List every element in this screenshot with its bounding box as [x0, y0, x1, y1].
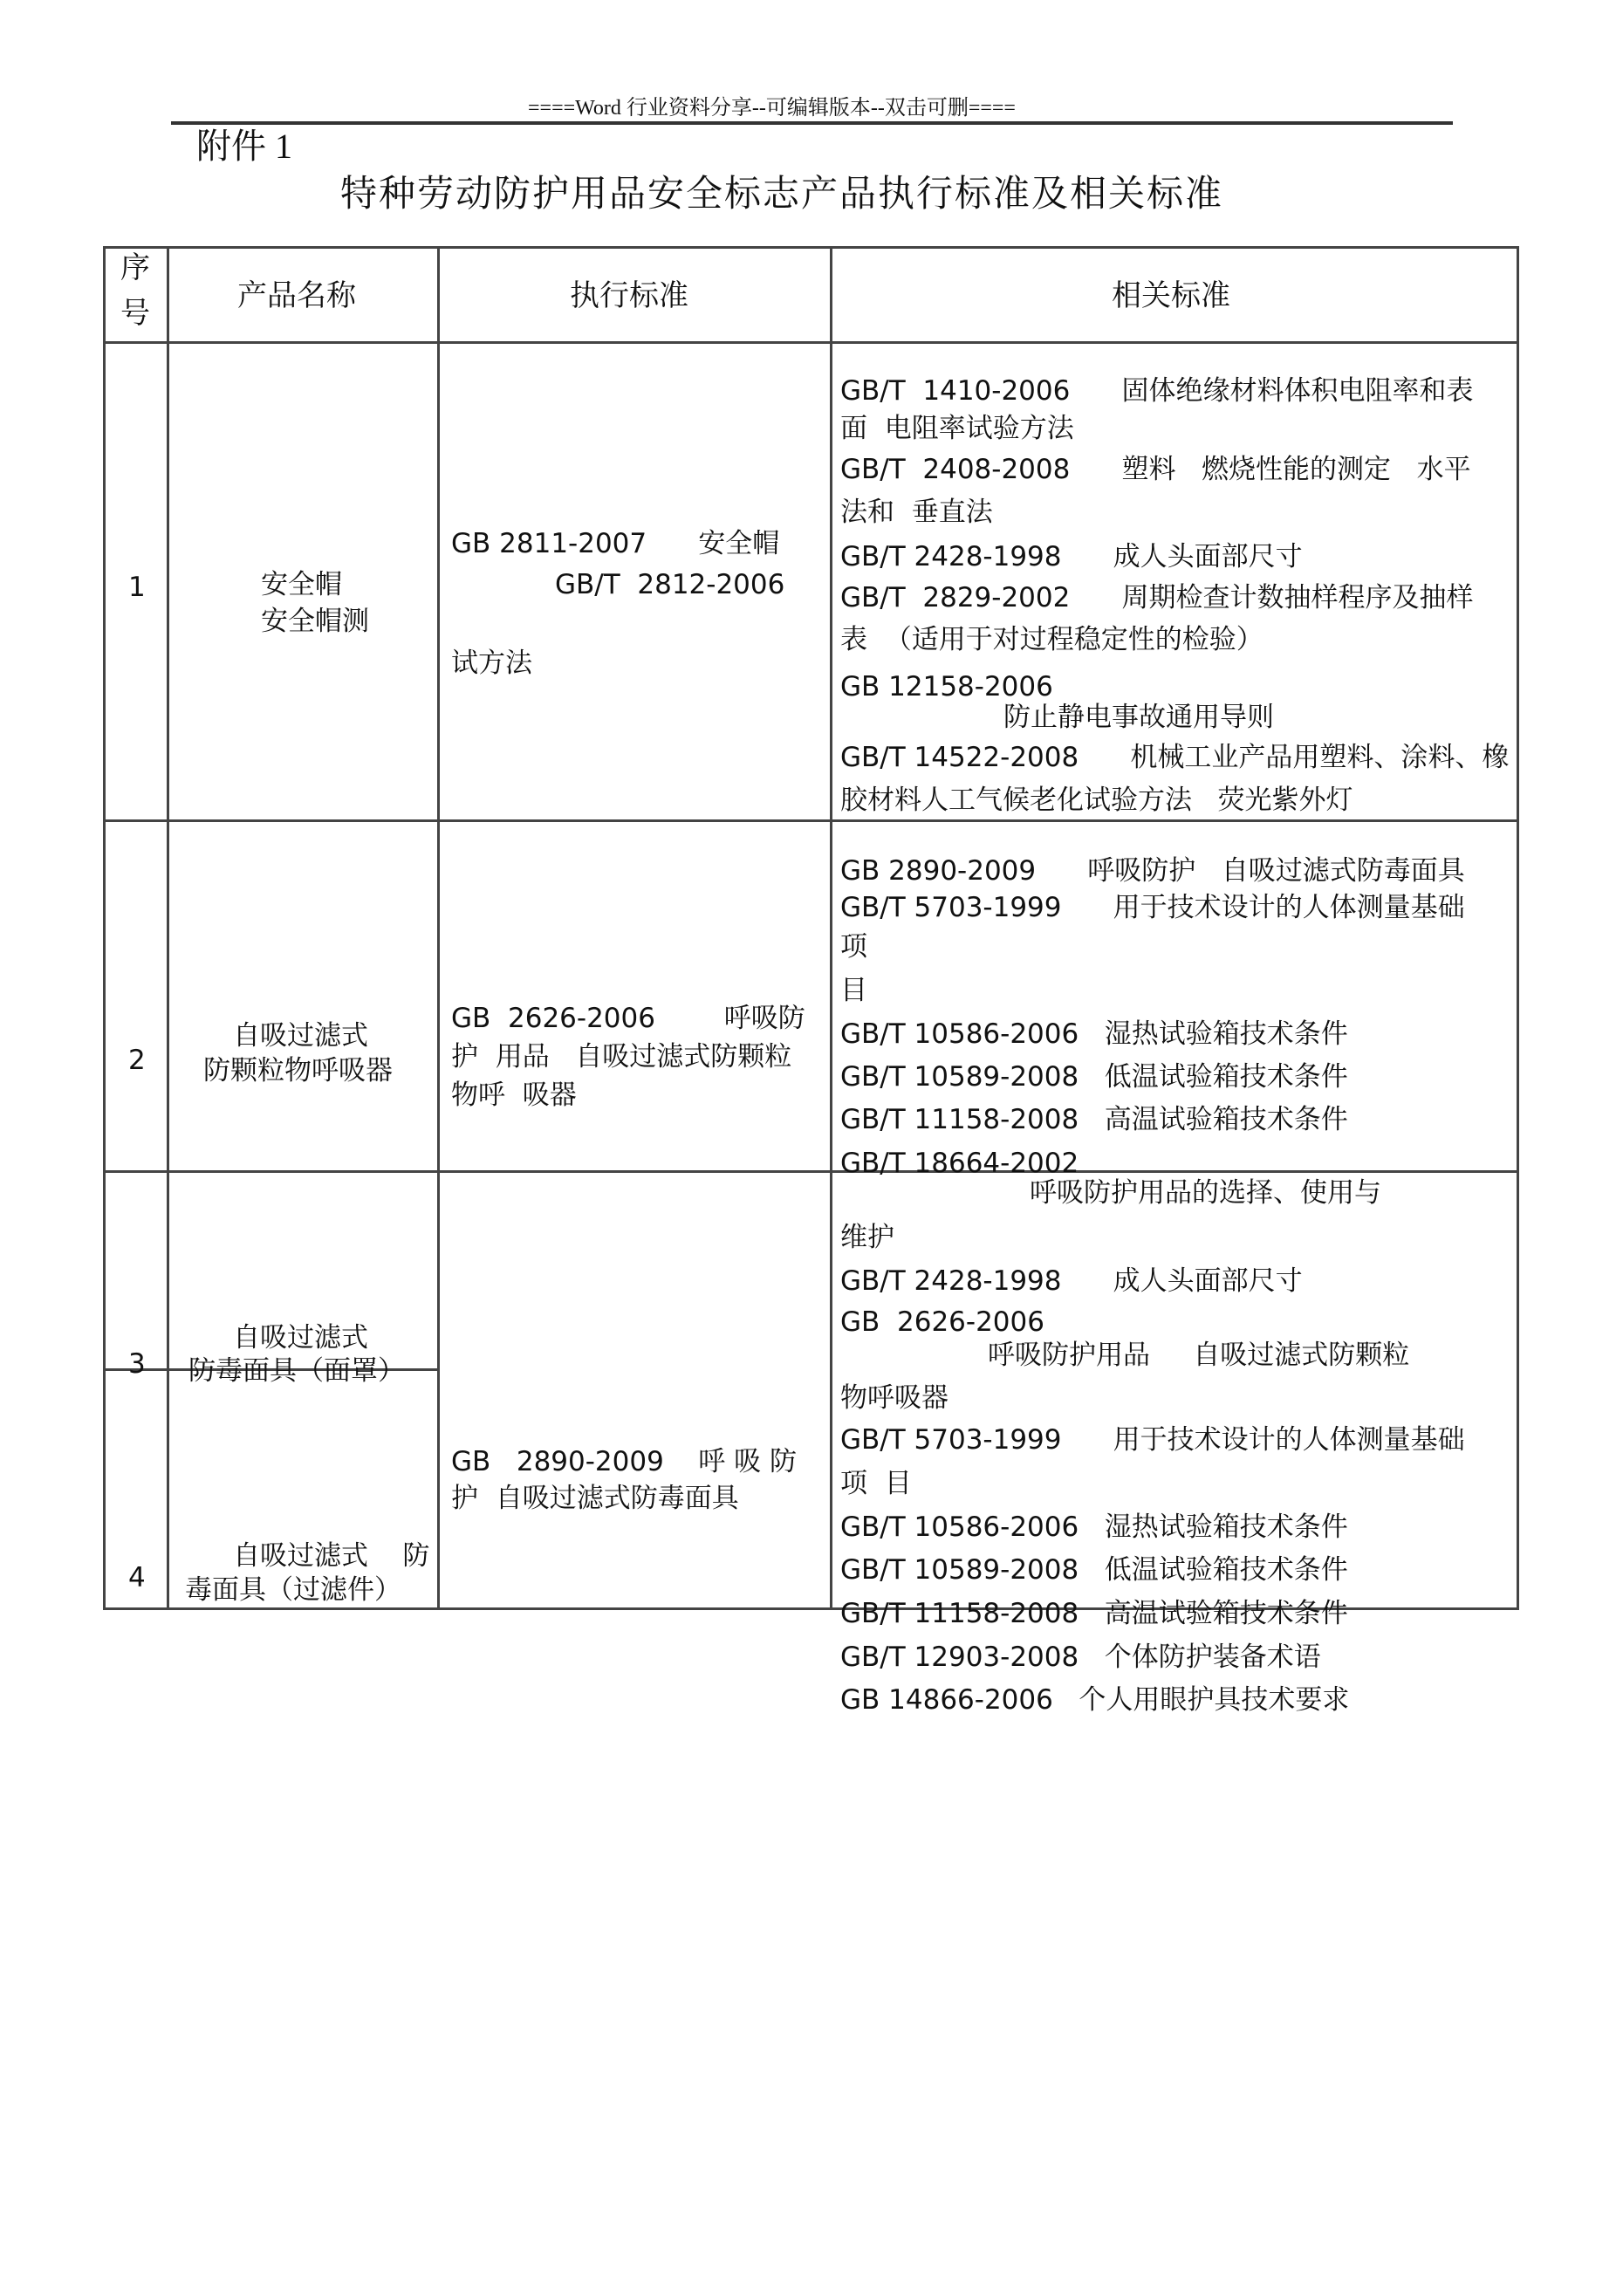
- row-seq: 1: [128, 572, 146, 603]
- product-name-line: 安全帽: [261, 569, 342, 600]
- related-standard-line: GB 2626-2006: [840, 1306, 1044, 1338]
- product-name-line: 自吸过滤式: [233, 1322, 368, 1354]
- col-exec-divider: [830, 246, 832, 1610]
- related-standard-line: 法和 垂直法: [840, 497, 993, 528]
- header-row-divider: [103, 341, 1519, 344]
- related-standard-line: GB/T 2829-2002 周期检查计数抽样程序及抽样: [840, 582, 1474, 613]
- related-standard-line: GB/T 12903-2008 个体防护装备术语: [840, 1641, 1321, 1673]
- document-banner: ====Word 行业资料分享--可编辑版本--双击可删====: [528, 97, 1016, 120]
- row-2-divider: [103, 1170, 1519, 1173]
- header-seq-line2: 号: [120, 296, 150, 331]
- product-name-line: 防毒面具（面罩）: [188, 1355, 405, 1387]
- exec-standard-line: 护 用品 自吸过滤式防颗粒: [451, 1041, 792, 1073]
- row-seq: 3: [128, 1348, 146, 1380]
- header-related-standards: 相关标准: [1112, 278, 1230, 313]
- related-standard-line: GB/T 2428-1998 成人头面部尺寸: [840, 541, 1303, 572]
- row-1-divider: [103, 819, 1519, 822]
- exec-standard-line: GB 2890-2009 呼 吸 防: [451, 1446, 797, 1477]
- attachment-label: 附件 1: [196, 127, 292, 166]
- related-standard-line: GB/T 10586-2006 湿热试验箱技术条件: [840, 1511, 1348, 1543]
- header-exec-standard: 执行标准: [570, 278, 688, 313]
- related-standard-line: GB/T 11158-2008 高温试验箱技术条件: [840, 1104, 1348, 1135]
- related-standard-line: GB 12158-2006: [840, 671, 1053, 703]
- row-seq: 4: [128, 1562, 146, 1593]
- related-standard-line: 物呼吸器: [840, 1382, 948, 1414]
- header-seq-line1: 序: [120, 250, 150, 285]
- related-standard-line: GB 14866-2006 个人用眼护具技术要求: [840, 1684, 1350, 1716]
- exec-standard-line: 护 自吸过滤式防毒面具: [451, 1483, 739, 1514]
- related-standard-line: 呼吸防护用品的选择、使用与: [1030, 1177, 1381, 1209]
- product-name-line: 自吸过滤式: [233, 1020, 368, 1052]
- table-left-border: [103, 246, 106, 1610]
- header-product-name: 产品名称: [237, 278, 356, 313]
- related-standard-line: 项 目: [840, 1468, 912, 1499]
- related-standard-line: 表 （适用于对过程稳定性的检验）: [840, 624, 1263, 655]
- related-standard-line: GB/T 11158-2008 高温试验箱技术条件: [840, 1598, 1348, 1629]
- col-name-divider: [437, 246, 440, 1610]
- page-title: 特种劳动防护用品安全标志产品执行标准及相关标准: [340, 172, 1224, 215]
- related-standard-line: 维护: [840, 1222, 894, 1253]
- related-standard-line: GB/T 5703-1999 用于技术设计的人体测量基础: [840, 1424, 1465, 1456]
- exec-standard-line: GB 2626-2006 呼吸防: [451, 1003, 805, 1034]
- related-standard-line: 面 电阻率试验方法: [840, 413, 1074, 444]
- related-standard-line: GB/T 10586-2006 湿热试验箱技术条件: [840, 1018, 1348, 1050]
- related-standard-line: 胶材料人工气候老化试验方法 荧光紫外灯: [840, 785, 1353, 816]
- header-rule: [171, 121, 1453, 125]
- product-name-line: 安全帽测: [261, 606, 369, 637]
- related-standard-line: GB/T 14522-2008 机械工业产品用塑料、涂料、橡: [840, 742, 1510, 773]
- related-standard-line: GB/T 1410-2006 固体绝缘材料体积电阻率和表: [840, 375, 1474, 407]
- row-seq: 2: [128, 1045, 146, 1076]
- exec-standard-line: 物呼 吸器: [451, 1079, 577, 1111]
- related-standard-line: 项: [840, 931, 867, 963]
- related-standard-line: GB 2890-2009 呼吸防护 自吸过滤式防毒面具: [840, 855, 1465, 887]
- exec-standard-line: GB/T 2812-2006: [555, 569, 785, 600]
- related-standard-line: 呼吸防护用品 自吸过滤式防颗粒: [988, 1340, 1410, 1371]
- related-standard-line: GB/T 10589-2008 低温试验箱技术条件: [840, 1061, 1348, 1093]
- table-top-border: [103, 246, 1519, 249]
- related-standard-line: GB/T 2428-1998 成人头面部尺寸: [840, 1265, 1303, 1297]
- related-standard-line: GB/T 2408-2008 塑料 燃烧性能的测定 水平: [840, 454, 1471, 485]
- related-standard-line: 防止静电事故通用导则: [1003, 702, 1274, 733]
- table-right-border: [1517, 246, 1519, 1610]
- col-seq-divider: [167, 246, 169, 1610]
- related-standard-line: GB/T 18664-2002: [840, 1148, 1079, 1179]
- product-name-line: 毒面具（过滤件）: [185, 1574, 401, 1606]
- product-name-line: 防颗粒物呼吸器: [203, 1055, 393, 1086]
- product-name-line: 自吸过滤式 防: [233, 1540, 430, 1572]
- related-standard-line: GB/T 10589-2008 低温试验箱技术条件: [840, 1554, 1348, 1586]
- related-standard-line: GB/T 5703-1999 用于技术设计的人体测量基础: [840, 892, 1465, 923]
- related-standard-line: 目: [840, 975, 867, 1006]
- exec-standard-line: 试方法: [451, 648, 532, 679]
- exec-standard-line: GB 2811-2007 安全帽: [451, 528, 780, 559]
